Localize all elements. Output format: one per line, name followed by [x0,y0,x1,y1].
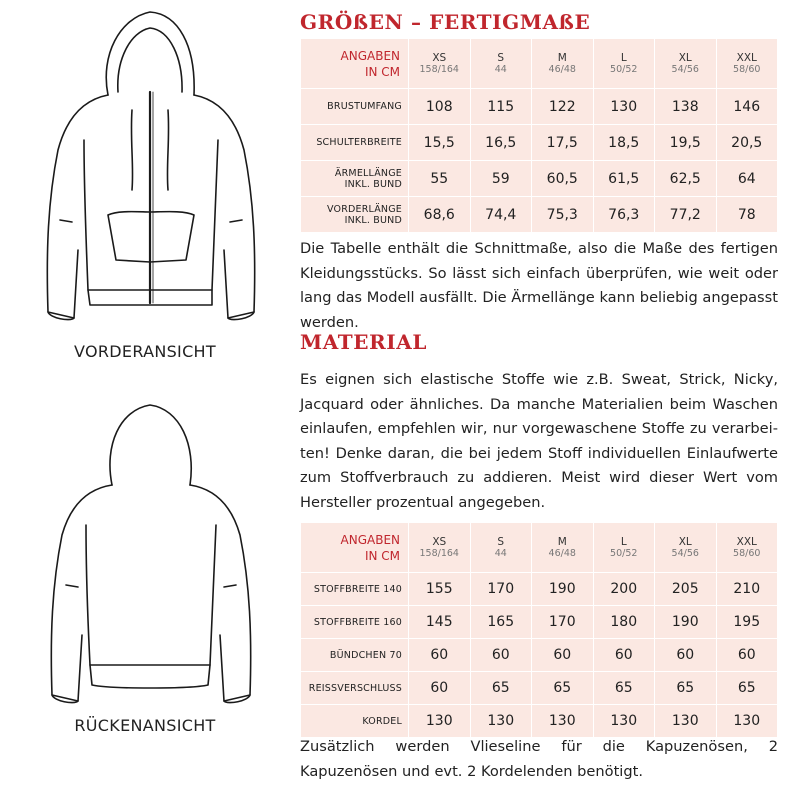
table-cell: 65 [655,672,717,705]
table-cell: 15,5 [409,125,471,161]
table-cell: 68,6 [409,197,471,233]
table-cell: 65 [593,672,655,705]
material-heading: MATERIAL [300,330,428,354]
table-cell: 205 [655,573,717,606]
table-cell: 76,3 [593,197,655,233]
table-cell: 190 [532,573,594,606]
row-label: KORDEL [301,705,409,738]
table-row [301,197,778,233]
sizes-description: Die Tabelle enthält die Schnittmaße, also die Maße des fertigen Kleidungsstücks. So lässt sich einfach überprüfen, wie weit oder lang das Modell ausfällt. Die Ärmellänge kann beliebig angepasst werden. [300,240,778,331]
sizes-heading: GRÖßEN – FERTIGMAßE [300,10,591,34]
sizes-table [300,38,778,233]
material-description: Es eignen sich elastische Stoffe wie z.B. Sweat, Strick, Nicky, Jacquard oder ähnliches. Da manche Materialien beim Waschen einlaufen, empfehlen wir, nur vorgewaschene Stoffe zu verarbeiten! Denke daran, die bei jedem Stoff individuellen Einlaufwerte zum Stoffverbrauch zu addieren. Meist wird dieser Wert vom Hersteller prozentual angegeben. [300,371,778,511]
material-table-header [301,523,778,573]
table-cell: 19,5 [655,125,717,161]
table-cell: 170 [470,573,532,606]
units-label: ANGABEN IN CM [301,523,409,573]
size-xl: XL 54/56 [655,39,717,89]
table-cell: 60 [409,672,471,705]
table-row [301,639,778,672]
table-cell: 195 [716,606,778,639]
units-label: ANGABEN IN CM [301,39,409,89]
table-cell: 130 [655,705,717,738]
table-cell: 130 [593,705,655,738]
size-xs: XS 158/164 [409,523,471,573]
size-s: S 44 [470,39,532,89]
table-cell: 61,5 [593,161,655,197]
table-cell: 180 [593,606,655,639]
size-m: M 46/48 [532,523,594,573]
table-cell: 146 [716,89,778,125]
table-cell: 60 [470,639,532,672]
back-view-caption: RÜCKENANSICHT [74,716,216,735]
table-row [301,606,778,639]
row-label: STOFFBREITE 160 [301,606,409,639]
table-cell: 155 [409,573,471,606]
size-xxl: XXL 58/60 [716,523,778,573]
row-label: ÄRMELLÄNGE INKL. BUND [301,161,409,197]
table-cell: 108 [409,89,471,125]
table-cell: 60 [716,639,778,672]
table-cell: 60 [532,639,594,672]
hoodie-front-illustration [0,0,290,340]
row-label: VORDERLÄNGE INKL. BUND [301,197,409,233]
sizes-table-header [301,39,778,89]
row-label: STOFFBREITE 140 [301,573,409,606]
table-row [301,573,778,606]
size-xxl: XXL 58/60 [716,39,778,89]
row-label: BÜNDCHEN 70 [301,639,409,672]
table-cell: 210 [716,573,778,606]
size-l: L 50/52 [593,523,655,573]
table-cell: 55 [409,161,471,197]
table-cell: 145 [409,606,471,639]
table-cell: 138 [655,89,717,125]
table-cell: 130 [409,705,471,738]
size-m: M 46/48 [532,39,594,89]
row-label: SCHULTERBREITE [301,125,409,161]
table-cell: 60 [409,639,471,672]
table-cell: 190 [655,606,717,639]
table-row [301,672,778,705]
size-l: L 50/52 [593,39,655,89]
table-cell: 130 [716,705,778,738]
table-cell: 165 [470,606,532,639]
table-cell: 170 [532,606,594,639]
table-row [301,125,778,161]
table-cell: 60 [593,639,655,672]
table-cell: 115 [470,89,532,125]
table-cell: 200 [593,573,655,606]
illustrations-column [0,0,290,792]
table-cell: 20,5 [716,125,778,161]
table-cell: 65 [716,672,778,705]
table-cell: 65 [532,672,594,705]
size-s: S 44 [470,523,532,573]
table-cell: 17,5 [532,125,594,161]
material-table [300,522,778,738]
table-cell: 60 [655,639,717,672]
table-cell: 65 [470,672,532,705]
table-cell: 62,5 [655,161,717,197]
table-cell: 60,5 [532,161,594,197]
table-cell: 18,5 [593,125,655,161]
row-label: REISSVERSCHLUSS [301,672,409,705]
hoodie-back-illustration [0,385,290,715]
table-cell: 78 [716,197,778,233]
table-cell: 130 [470,705,532,738]
table-cell: 16,5 [470,125,532,161]
table-row [301,89,778,125]
size-xs: XS 158/164 [409,39,471,89]
table-row [301,705,778,738]
size-xl: XL 54/56 [655,523,717,573]
table-cell: 77,2 [655,197,717,233]
row-label: BRUSTUMFANG [301,89,409,125]
table-cell: 64 [716,161,778,197]
table-cell: 130 [593,89,655,125]
table-cell: 122 [532,89,594,125]
footer-note: Zusätzlich werden Vlieseline für die Kapuzenösen, 2 Kapuzenösen und evt. 2 Kordelenden benötigt. [300,738,778,780]
table-cell: 59 [470,161,532,197]
table-cell: 130 [532,705,594,738]
table-cell: 75,3 [532,197,594,233]
table-cell: 74,4 [470,197,532,233]
front-view-caption: VORDERANSICHT [74,342,216,361]
table-row [301,161,778,197]
